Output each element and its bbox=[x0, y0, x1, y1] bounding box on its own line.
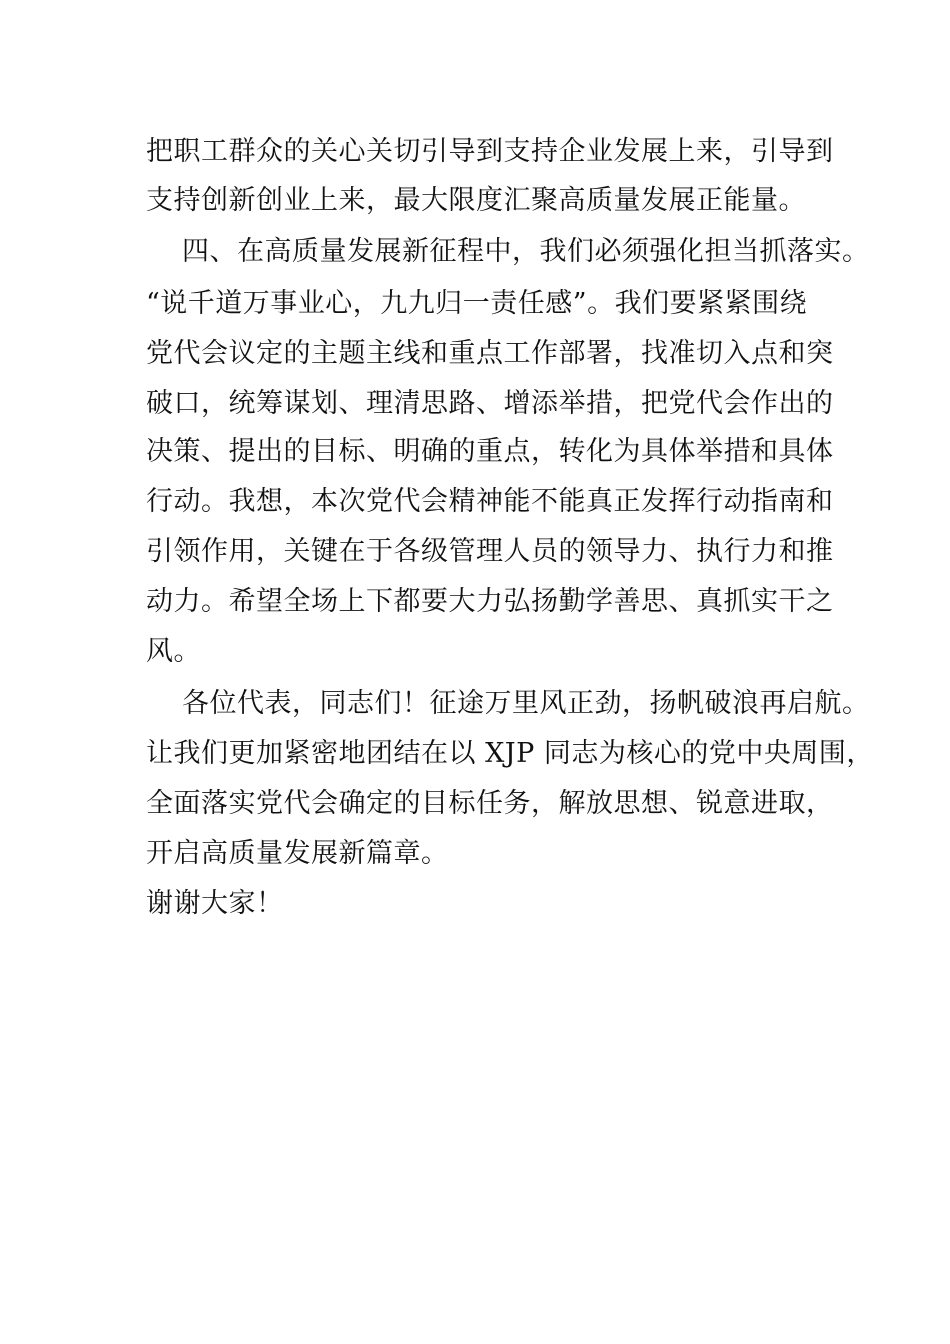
text-line: 支持创新创业上来，最大限度汇聚高质量发展正能量。 bbox=[146, 185, 806, 216]
thanks-line: 谢谢大家！ bbox=[146, 888, 284, 919]
text-line: 破口，统筹谋划、理清思路、增添举措，把党代会作出的 bbox=[146, 388, 834, 419]
text-line: 决策、提出的目标、明确的重点，转化为具体举措和具体 bbox=[146, 436, 834, 467]
text-line: 开启高质量发展新篇章。 bbox=[146, 838, 449, 869]
text-line: 党代会议定的主题主线和重点工作部署，找准切入点和突 bbox=[146, 338, 834, 369]
text-line: 风。 bbox=[146, 636, 201, 667]
section-heading-line: 四、在高质量发展新征程中，我们必须强化担当抓落实。 bbox=[182, 236, 870, 267]
text-line: 让我们更加紧密地团结在以 XJP 同志为核心的党中央周围， bbox=[146, 738, 874, 769]
text-line: 把职工群众的关心关切引导到支持企业发展上来，引导到 bbox=[146, 136, 834, 167]
closing-paragraph-line: 各位代表，同志们！征途万里风正劲，扬帆破浪再启航。 bbox=[182, 688, 870, 719]
text-line: 引领作用，关键在于各级管理人员的领导力、执行力和推 bbox=[146, 536, 834, 567]
text-line: 行动。我想，本次党代会精神能不能真正发挥行动指南和 bbox=[146, 486, 834, 517]
text-line: 全面落实党代会确定的目标任务，解放思想、锐意进取， bbox=[146, 788, 834, 819]
quote-line: “说千道万事业心，九九归一责任感”。我们要紧紧围绕 bbox=[146, 288, 808, 319]
text-line: 动力。希望全场上下都要大力弘扬勤学善思、真抓实干之 bbox=[146, 586, 834, 617]
